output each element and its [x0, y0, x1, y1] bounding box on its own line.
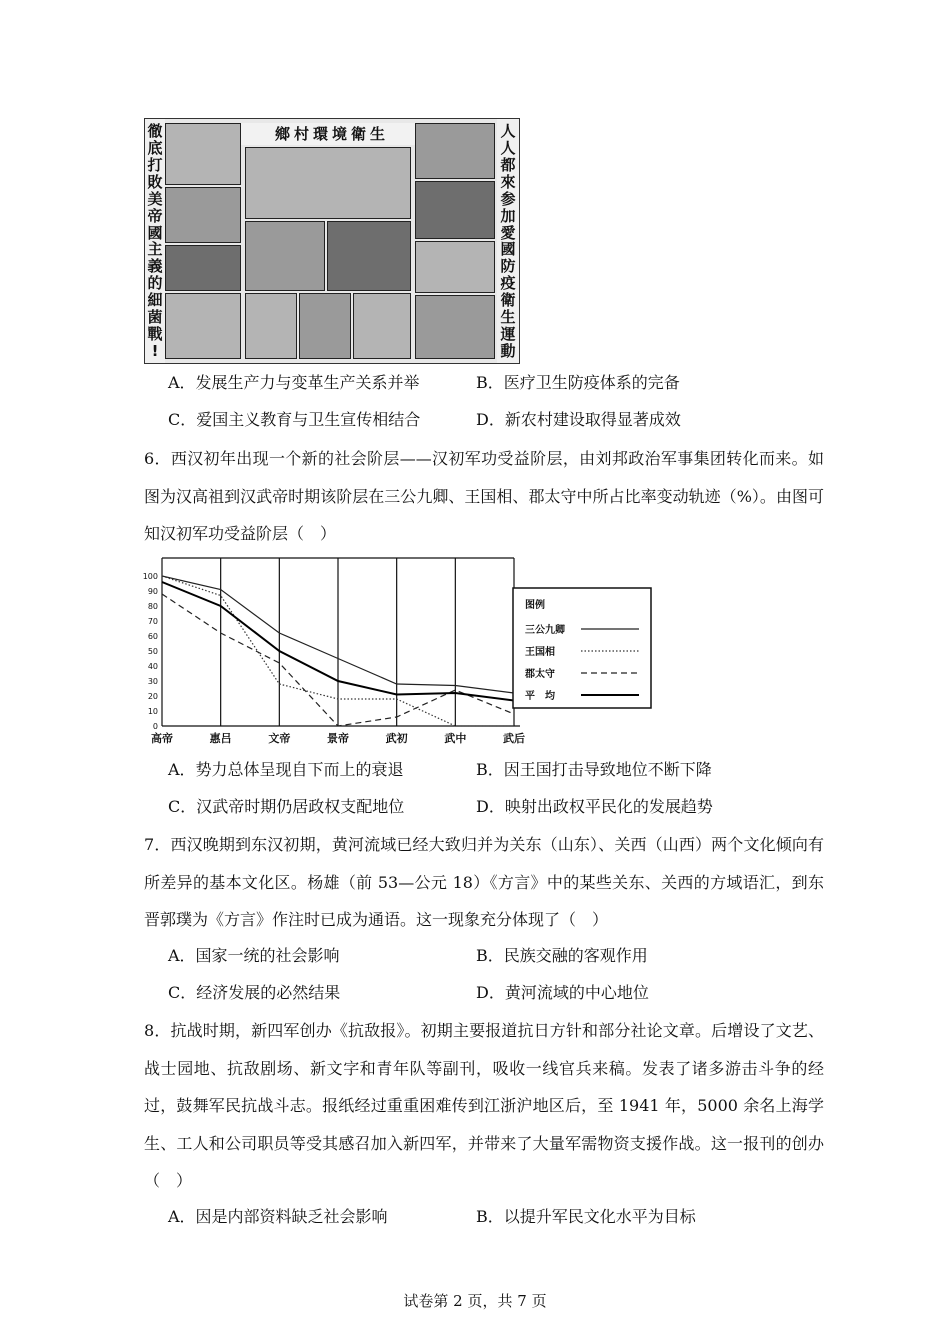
- poster-left-slogan-char: 徹: [147, 122, 163, 140]
- q6-option-d[interactable]: D．映射出政权平民化的发展趋势: [476, 797, 713, 816]
- poster-left-slogan-char: 主: [147, 240, 163, 259]
- poster-right-slogan-char: 参: [500, 189, 516, 208]
- poster-left-slogan-char: 的: [147, 274, 163, 293]
- q7-stem: 7．西汉晚期到东汉初期，黄河流域已经大致归并为关东（山东）、关西（山西）两个文化倾向有所差异的基本文化区。杨雄（前 53—公元 18）《方言》中的某些关东、关西的方域语汇，到东晋郭璞为《方言》作注时已成为通语。这一现象充分体现了（ ）: [144, 835, 824, 929]
- chart-y-tick-label: 70: [147, 617, 158, 626]
- poster-right-slogan-char: 動: [500, 341, 516, 360]
- q6-option-a[interactable]: A．势力总体呈现自下而上的衰退: [168, 760, 404, 779]
- q7-option-a[interactable]: A．国家一统的社会影响: [168, 946, 340, 965]
- q5-option-c[interactable]: C．爱国主义教育与卫生宣传相结合: [168, 410, 421, 429]
- chart-legend-label: 郡太守: [525, 669, 555, 680]
- poster-left-slogan: [145, 119, 165, 363]
- q5-option-d[interactable]: D．新农村建设取得显著成效: [476, 410, 681, 429]
- poster-left-slogan-char: 戰: [147, 325, 163, 344]
- q6-stem: 6．西汉初年出现一个新的社会阶层——汉初军功受益阶层，由刘邦政治军事集团转化而来。如图为汉高祖到汉武帝时期该阶层在三公九卿、王国相、郡太守中所占比率变动轨迹（%）。由图可知汉初军功受益阶层（ ）: [144, 449, 824, 543]
- chart-y-tick-label: 50: [147, 647, 158, 656]
- q8-option-b[interactable]: B．以提升军民文化水平为目标: [476, 1207, 696, 1226]
- poster-right-slogan-char: 來: [500, 172, 516, 191]
- q7-option-c[interactable]: C．经济发展的必然结果: [168, 983, 341, 1002]
- poster-left-slogan-char: 國: [147, 223, 163, 242]
- q6-line-chart: [140, 554, 660, 754]
- chart-legend-label: 王国相: [525, 647, 555, 658]
- poster-image: [144, 118, 520, 364]
- poster-right-slogan-char: 疫: [500, 274, 516, 293]
- poster-left-slogan-char: 美: [147, 189, 163, 208]
- poster-right-slogan-char: 都: [500, 155, 516, 174]
- q7-option-d[interactable]: D．黄河流域的中心地位: [476, 983, 649, 1002]
- chart-x-tick-label: 武初: [385, 732, 408, 745]
- chart-x-tick-label: 景帝: [327, 732, 349, 745]
- q6-option-c[interactable]: C．汉武帝时期仍居政权支配地位: [168, 797, 405, 816]
- chart-y-tick-label: 20: [147, 692, 158, 701]
- chart-x-tick-label: 惠吕: [209, 732, 232, 745]
- chart-y-tick-label: 80: [147, 602, 158, 611]
- poster-left-slogan-char: 細: [147, 291, 163, 310]
- poster-left-slogan-char: 菌: [147, 308, 163, 327]
- poster-right-slogan-char: 防: [500, 257, 516, 276]
- poster-left-slogan-char: 敗: [147, 172, 163, 191]
- poster-right-slogan-char: 國: [500, 240, 516, 259]
- chart-legend-label: 三公九卿: [525, 625, 565, 636]
- q8-stem: 8．抗战时期，新四军创办《抗敌报》。初期主要报道抗日方针和部分社论文章。后增设了文艺、战士园地、抗敌剧场、新文字和青年队等副刊，吸收一线官兵来稿。发表了诸多游击斗争的经过，鼓舞军民抗战斗志。报纸经过重重困难传到江浙沪地区后，至 1941 年，5000 余名上海学生、工人和公司职员等受其感召加入新四军，并带来了大量军需物资支援作战。这一报刊的创办（ ）: [144, 1021, 824, 1190]
- poster-left-slogan-char: 底: [147, 138, 163, 157]
- chart-legend-title: 图例: [525, 600, 545, 611]
- chart-x-tick-label: 高帝: [151, 732, 173, 745]
- q6-option-b[interactable]: B．因王国打击导致地位不断下降: [476, 760, 712, 779]
- poster-right-slogan-char: 人: [500, 138, 516, 157]
- chart-y-tick-label: 30: [147, 677, 158, 686]
- poster-right-slogan-char: 人: [500, 122, 516, 140]
- poster-left-slogan-char: 帝: [147, 206, 163, 225]
- chart-x-tick-label: 文帝: [268, 732, 291, 745]
- poster-right-slogan-char: 生: [500, 308, 516, 327]
- chart-y-tick-label: 100: [142, 572, 158, 581]
- poster-right-slogan-char: 運: [500, 325, 516, 344]
- q5-option-b[interactable]: B．医疗卫生防疫体系的完备: [476, 373, 680, 392]
- poster-left-slogan-char: 義: [147, 257, 163, 276]
- chart-x-tick-label: 武后: [503, 732, 525, 745]
- poster-title: 鄉村環境衛生: [241, 123, 423, 145]
- chart-y-tick-label: 10: [147, 707, 158, 716]
- page-footer: 试卷第 2 页，共 7 页: [403, 1292, 547, 1310]
- poster-right-slogan-char: 加: [500, 206, 516, 225]
- q8-option-a[interactable]: A．因是内部资料缺乏社会影响: [168, 1207, 388, 1226]
- q7-option-b[interactable]: B．民族交融的客观作用: [476, 946, 648, 965]
- chart-y-tick-label: 60: [147, 632, 158, 641]
- chart-y-tick-label: 40: [147, 662, 158, 671]
- poster-right-slogan-char: 衛: [500, 291, 516, 310]
- q5-option-a[interactable]: A．发展生产力与变革生产关系并举: [168, 373, 420, 392]
- poster-left-slogan-char: !: [151, 341, 159, 360]
- chart-y-tick-label: 90: [147, 587, 158, 596]
- poster-right-slogan: [497, 119, 519, 363]
- chart-y-tick-label: 0: [152, 722, 158, 731]
- poster-left-slogan-char: 打: [147, 155, 163, 174]
- poster-right-slogan-char: 愛: [500, 223, 516, 242]
- chart-legend-label: 平 均: [525, 691, 555, 702]
- chart-x-tick-label: 武中: [444, 732, 467, 745]
